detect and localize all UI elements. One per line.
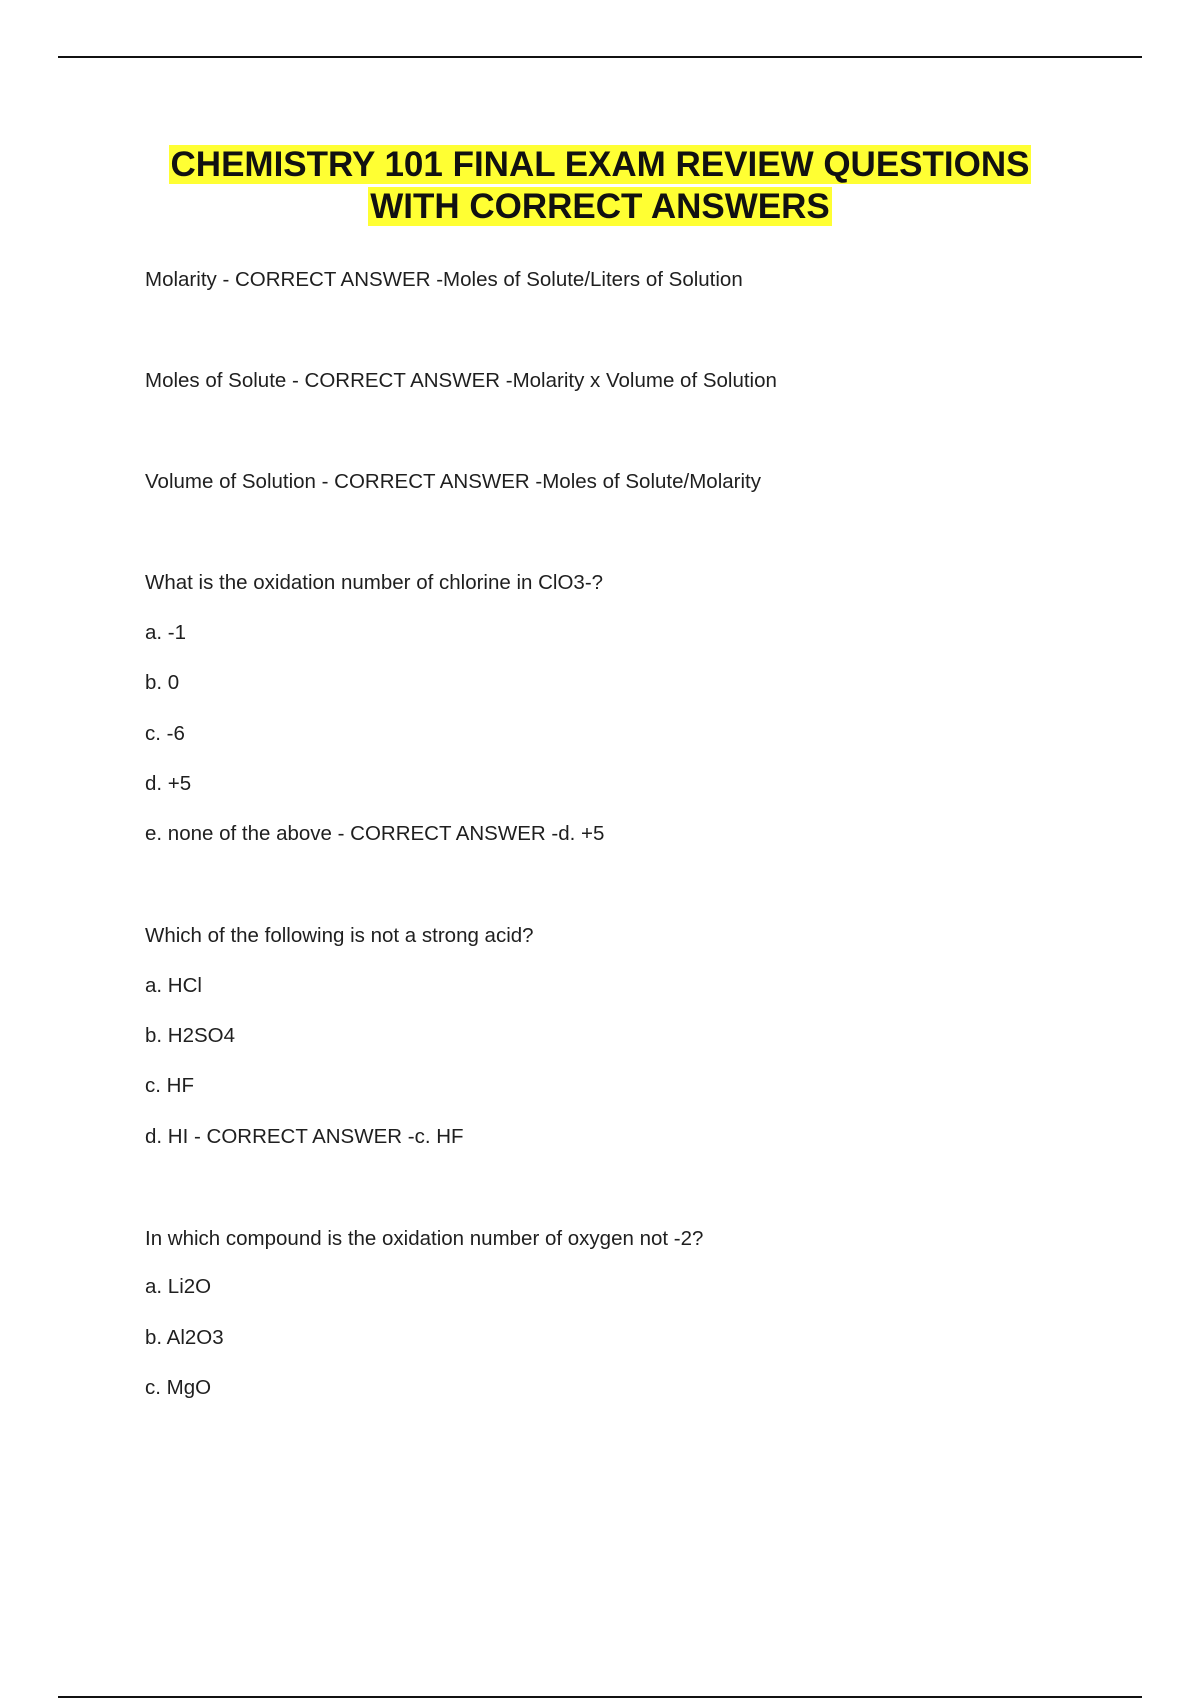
question-1-option-c: c. -6 bbox=[145, 722, 185, 745]
question-1: What is the oxidation number of chlorine in ClO3-? bbox=[145, 571, 604, 594]
question-1-option-b: b. 0 bbox=[145, 671, 180, 694]
title-line-1 bbox=[60, 144, 1140, 186]
definition-moles-of-solute: Moles of Solute - CORRECT ANSWER -Molarity x Volume of Solution bbox=[145, 369, 777, 392]
title-line-2-text: WITH CORRECT ANSWERS bbox=[370, 187, 830, 226]
definition-molarity: Molarity - CORRECT ANSWER -Moles of Solute/Liters of Solution bbox=[145, 268, 743, 291]
question-2-option-a: a. HCl bbox=[145, 974, 202, 997]
question-2-option-d-answer: d. HI - CORRECT ANSWER -c. HF bbox=[145, 1125, 464, 1148]
question-3-option-a: a. Li2O bbox=[145, 1275, 212, 1298]
definition-volume-of-solution: Volume of Solution - CORRECT ANSWER -Moles of Solute/Molarity bbox=[145, 470, 761, 493]
question-3: In which compound is the oxidation number of oxygen not -2? bbox=[145, 1227, 704, 1250]
bottom-rule bbox=[58, 1696, 1142, 1698]
title-line-1-text: CHEMISTRY 101 FINAL EXAM REVIEW QUESTIONS bbox=[170, 145, 1030, 184]
top-rule bbox=[58, 56, 1142, 58]
question-3-option-b: b. Al2O3 bbox=[145, 1326, 224, 1349]
question-1-option-d: d. +5 bbox=[145, 772, 192, 795]
document-title bbox=[60, 144, 1140, 228]
question-2-option-b: b. H2SO4 bbox=[145, 1024, 236, 1047]
question-1-option-a: a. -1 bbox=[145, 621, 187, 644]
question-1-option-e-answer: e. none of the above - CORRECT ANSWER -d. +5 bbox=[145, 822, 605, 845]
question-3-option-c: c. MgO bbox=[145, 1376, 212, 1399]
question-2: Which of the following is not a strong acid? bbox=[145, 924, 534, 947]
question-2-option-c: c. HF bbox=[145, 1074, 194, 1097]
title-line-2 bbox=[60, 186, 1140, 228]
